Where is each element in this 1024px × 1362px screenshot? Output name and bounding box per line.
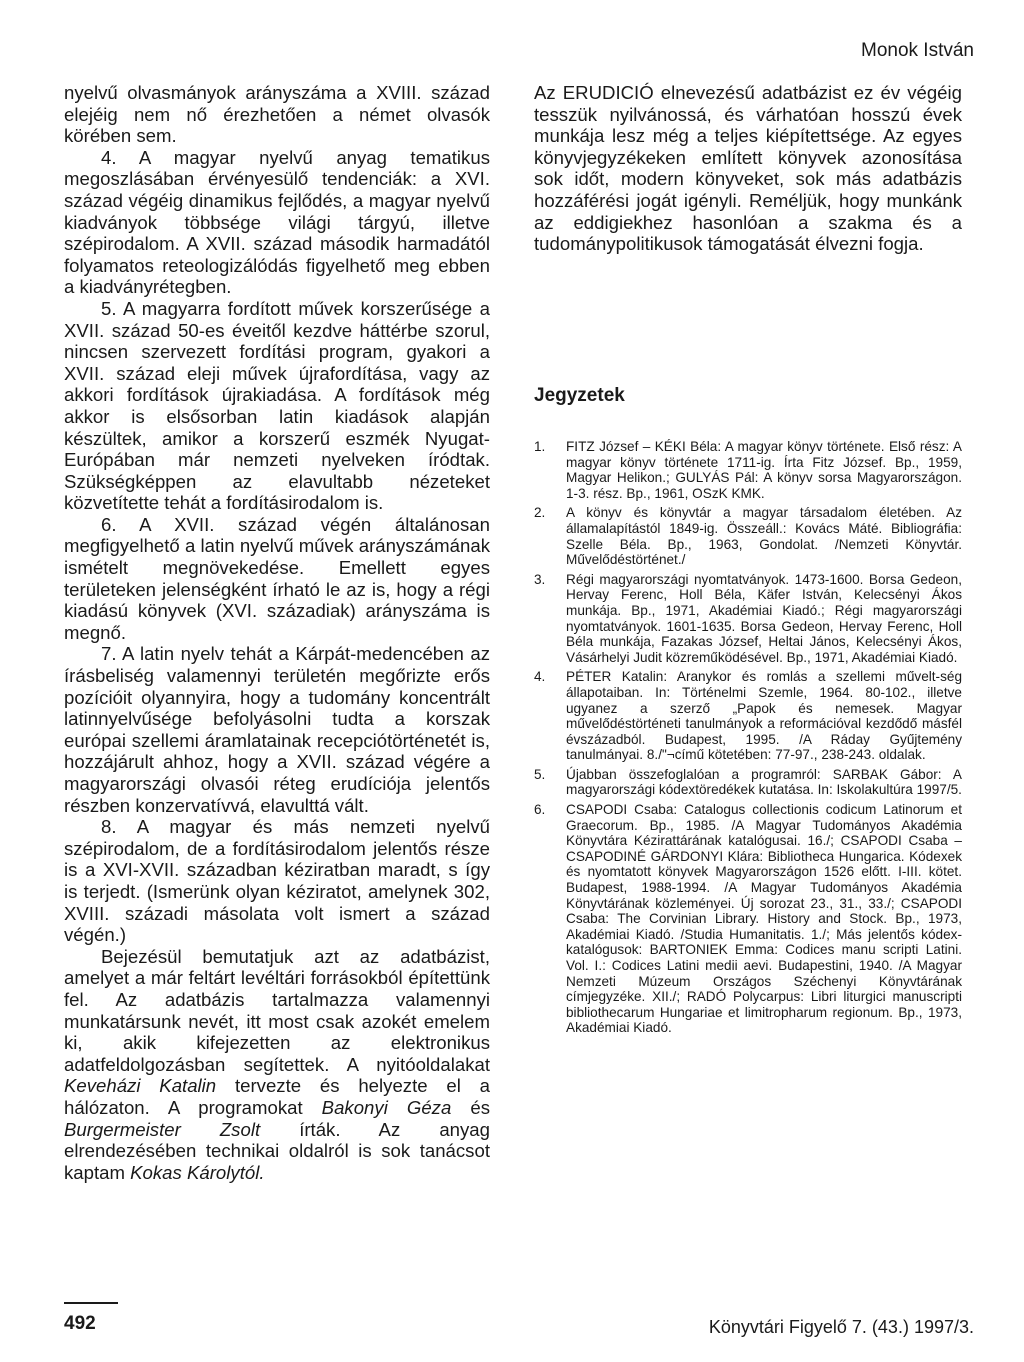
- note-number: 5.: [534, 766, 546, 782]
- note-number: 4.: [534, 669, 546, 685]
- text-run-italic: Kokas Károlytól.: [130, 1161, 265, 1183]
- note-number: 2.: [534, 505, 546, 521]
- body-paragraph: [64, 82, 490, 147]
- text-run: írták. Az anyag elrendezésében technikai oldalról is sok tanácsot kaptam: [64, 1118, 490, 1183]
- notes-list: [534, 439, 962, 1040]
- text-run: és: [451, 1096, 490, 1118]
- text-run: 4. A magyar nyelvű anyag tematikus megoszlásában érvényesülő tendenciák: a XVI. század végéig dinamikus fejlődés, a magyar nyelvű kiadványok többsége világi tárgyú, illetve szépirodalom. A XVII. század második harmadától folyamatos reteologizálódás figyelhető meg ebben a kiadványrétegben.: [64, 146, 490, 298]
- note-item: [534, 802, 962, 1036]
- note-number: 6.: [534, 802, 546, 818]
- intro-paragraph: Az ERUDICIÓ elnevezésű adatbázist ez év végéig tesszük nyilvánossá, és várhatóan hosszú évek munkája lesz még a teljes kiépítettsége. Az egyes könyvjegyzékeken említett könyvek azonosítása sok időt, modern könyveket, sok más adatbázis hozzáférési jogát igényli. Reméljük, hogy munkánk az eddigiekhez hasonlóan a szakma és a tudománypolitikusok támogatását élvezni fogja.: [534, 82, 962, 255]
- text-run: nyelvű olvasmányok arányszáma a XVIII. század elejéig nem nő érezhetően a német olvasók körében sem.: [64, 82, 490, 147]
- note-item: [534, 669, 962, 763]
- text-run: tervezte és helyezte el a hálózaton. A programokat: [64, 1075, 490, 1118]
- text-run: Bejezésül bemutatjuk azt az adatbázist, amelyet a már feltárt levéltári forrásokból építettünk fel. Az adatbázis tartalmazza valamennyi munkatársunk nevét, itt most csak azokét emelem ki, akik kifejezetten az elektronikus adatfeldolgozásban segítettek. A nyitóoldalakat: [64, 945, 490, 1075]
- body-paragraph: [64, 816, 490, 946]
- text-run: 6. A XVII. század végén általánosan megfigyelhető a latin nyelvű művek arányszámának ismételt megnövekedése. Emellett egyes területeken jelenségként írható le az is, hogy a régi kiadású könyvek (XVI. századiak) arányszáma is megnő.: [64, 513, 490, 643]
- footer-rule: [64, 1302, 118, 1304]
- running-header-author: Monok István: [861, 40, 974, 61]
- body-paragraph: [64, 946, 490, 1184]
- notes-heading: Jegyzetek: [534, 385, 625, 406]
- note-text: FITZ József – KÉKI Béla: A magyar könyv története. Első rész: A magyar könyv története 1711-ig. Írta Fitz József. Bp., 1959, Magyar Helikon.; GULYÁS Pál: A könyv sorsa Magyarországon. 1-3. rész. Bp., 1961, OSzK KMK.: [566, 439, 962, 501]
- text-run-italic: Keveházi Katalin: [64, 1075, 217, 1097]
- note-text: Újabban összefoglalóan a programról: SARBAK Gábor: A magyarországi kódextöredékek kutatása. In: Iskolakultúra 1997/5.: [566, 766, 962, 798]
- note-text: CSAPODI Csaba: Catalogus collectionis codicum Latinorum et Graecorum. Bp., 1985. /A Magyar Tudományos Akadémia Könyvtára Kézirattárának katalógusai. 16./; CSAPODI Csaba – CSAPODINÉ GÁRDONYI Klára: Bibliotheca Hungarica. Kódexek és nyomtatott könyvek Magyarországon 1526 előtt. I-III. kötet. Budapest, 1988-1994. /A Magyar Tudományos Akadémia Könyvtárának közleményei. Új sorozat 23., 31., 33./; CSAPODI Csaba: The Corvinian Library. History and Stock. Bp., 1973, Akadémiai Kiadó. /Studia Humanitatis. 1./; Más jelentős kódex-katalógusok: BARTONIEK Emma: Codices manu scripti Latini. Vol. I.: Codices Latini medii aevi. Budapestini, 1940. /A Magyar Nemzeti Múzeum Országos Széchenyi Könyvtárának címjegyzéke. XII./; RADÓ Polycarpus: Libri liturgici manuscripti bibliothecarum Hungariae et limitropharum regionum. Bp., 1973, Akadémiai Kiadó.: [566, 802, 962, 1036]
- page-number: 492: [64, 1313, 96, 1334]
- body-paragraph: [64, 298, 490, 514]
- note-number: 3.: [534, 571, 546, 587]
- text-run-italic: Burgermeister Zsolt: [64, 1118, 261, 1140]
- body-paragraph: [64, 514, 490, 644]
- note-text: A könyv és könyvtár a magyar társadalom életében. Az államalapítástól 1849-ig. Összeáll.: Kovács Máté. Bibliográfia: Szelle Béla. Bp., 1963, Gondolat. /Nemzeti Könyvtár. Művelődéstörténet./: [566, 505, 962, 568]
- note-item: [534, 572, 962, 666]
- left-column: [64, 82, 490, 1183]
- journal-citation: Könyvtári Figyelő 7. (43.) 1997/3.: [708, 1317, 974, 1337]
- body-paragraph: [64, 147, 490, 298]
- note-item: [534, 505, 962, 567]
- note-text: PÉTER Katalin: Aranykor és romlás a szellemi művelt-ség állapotaiban. In: Történelmi Szemle, 1964. 80-102., illetve ugyanez a szerző „Papok és nemesek. Magyar művelődéstörténeti tanulmányok a reformációval kezdődő másfél évszázadból. Budapest, 1995. /A Ráday Gyűjtemény tanulmányai. 8./"¬című kötetében: 77-97., 238-243. oldalak.: [566, 669, 962, 763]
- body-paragraph: [64, 643, 490, 816]
- note-item: [534, 439, 962, 501]
- note-text: Régi magyarországi nyomtatványok. 1473-1600. Borsa Gedeon, Hervay Ferenc, Holl Béla, Käfer István, Kelecsényi Ákos munkája. Bp., 1971, Akadémiai Kiadó.; Régi magyarországi nyomtatványok. 1601-1635. Borsa Gedeon, Hervay Ferenc, Holl Béla munkája, Fazakas József, Heltai János, Kelecsényi Ákos, Vásárhelyi Judit közreműködésével. Bp., 1971, Akadémiai Kiadó.: [566, 571, 962, 665]
- text-run: 8. A magyar és más nemzeti nyelvű szépirodalom, de a fordításirodalom jelentős része is a XVI-XVII. században kéziratban maradt, s így is terjedt. (Ismerünk olyan kéziratot, amelynek 302, XVIII. századi másolata volt ismert a század végén.): [64, 816, 490, 946]
- right-column: [534, 82, 962, 1036]
- note-item: [534, 767, 962, 798]
- text-run: 7. A latin nyelv tehát a Kárpát-medencében az írásbeliség valamennyi területén megőrizte erős pozícióit olyannyira, hogy a tudomány koncentrált latinnyelvűsége befolyásolni tudta a korszak európai szellemi áramlatainak recepciótörténetét is, hozzájárult ahhoz, hogy a XVII. század végére a magyarországi olvasói réteg erudíciója jelentős részben konzervatívvá, elavulttá vált.: [64, 643, 490, 816]
- note-number: 1.: [534, 439, 546, 454]
- text-run-italic: Bakonyi Géza: [321, 1096, 452, 1118]
- text-run: 5. A magyarra fordított művek korszerűsége a XVII. század 50-es éveitől kezdve háttérbe szorul, nincsen szervezett fordítási program, gyakori a XVII. század eleji művek újrafordítása, vagy az akkori fordítások újrakiadása. A fordítások még akkor is elsősorban latin kiadások alapján készültek, amikor a korszerű eszmék Nyugat-Európában már nemzeti nyelveken íródtak. Szükségképpen az elavultabb nézeteket közvetítette tehát a fordításirodalom is.: [64, 297, 490, 514]
